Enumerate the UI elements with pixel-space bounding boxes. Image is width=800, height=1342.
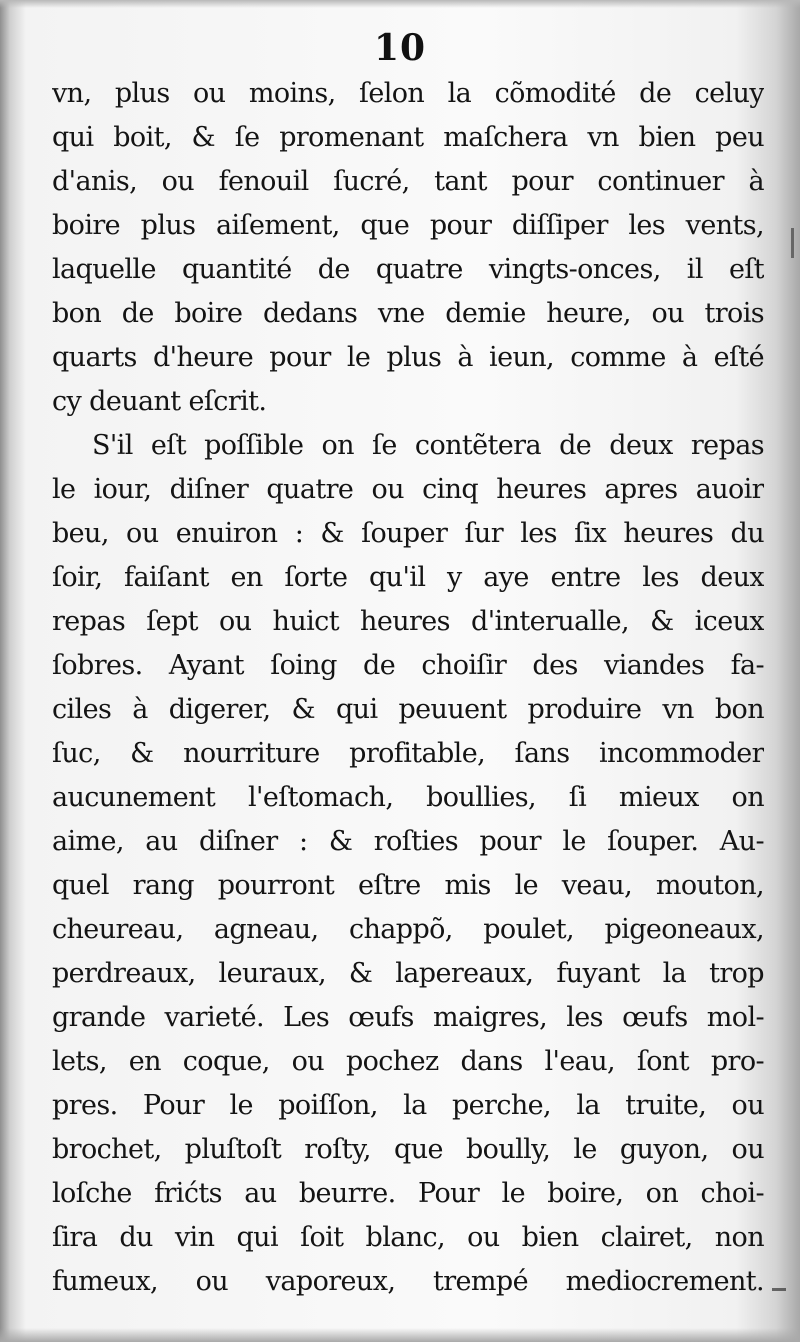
body-text bbox=[52, 72, 764, 1304]
text-line: qui boit, & ſe promenant maſchera vn bien peu bbox=[52, 122, 764, 153]
text-line: beu, ou enuiron : & ſouper ſur les ſix heures du bbox=[52, 518, 764, 549]
paragraph-2 bbox=[52, 424, 764, 1304]
text-line: ſira du vin qui ſoit blanc, ou bien clairet, non bbox=[52, 1222, 764, 1253]
text-line: repas ſept ou huict heures d'interualle, & iceux bbox=[52, 606, 764, 637]
text-line: vn, plus ou moins, ſelon la cõmodité de celuy bbox=[52, 78, 764, 109]
text-line: quel rang pourront eſtre mis le veau, mouton, bbox=[52, 870, 764, 901]
margin-mark bbox=[791, 228, 794, 258]
text-line: lets, en coque, ou pochez dans l'eau, ſont pro- bbox=[52, 1046, 764, 1077]
text-line: laquelle quantité de quatre vingts-onces, il eſt bbox=[52, 254, 764, 285]
text-line: cy deuant eſcrit. bbox=[52, 386, 267, 417]
text-line: grande varieté. Les œufs maigres, les œufs mol- bbox=[52, 1002, 764, 1033]
text-line: bon de boire dedans vne demie heure, ou trois bbox=[52, 298, 764, 329]
text-line: ſobres. Ayant ſoing de choiſir des viandes fa- bbox=[52, 650, 764, 681]
text-line: loſche frićts au beurre. Pour le boire, on choi- bbox=[52, 1178, 764, 1209]
text-line: S'il eſt poſſible on ſe contẽtera de deux repas bbox=[92, 430, 764, 461]
text-line: d'anis, ou fenouil ſucré, tant pour continuer à bbox=[52, 166, 764, 197]
page-number: 10 bbox=[373, 27, 427, 69]
text-line: aime, au diſner : & roſties pour le ſouper. Au- bbox=[52, 826, 764, 857]
text-line: pres. Pour le poiſſon, la perche, la truite, ou bbox=[52, 1090, 764, 1121]
text-line: aucunement l'eſtomach, boullies, ſi mieux on bbox=[52, 782, 764, 813]
text-line: le iour, diſner quatre ou cinq heures apres auoir bbox=[52, 474, 764, 505]
text-line: fumeux, ou vaporeux, trempé mediocrement. bbox=[52, 1266, 764, 1297]
text-line: cheureau, agneau, chappõ, poulet, pigeoneaux, bbox=[52, 914, 764, 945]
text-line: quarts d'heure pour le plus à ieun, comme à eſté bbox=[52, 342, 764, 373]
margin-mark bbox=[772, 1288, 786, 1291]
text-line: ciles à digerer, & qui peuuent produire vn bon bbox=[52, 694, 764, 725]
page-top-shadow bbox=[0, 0, 800, 8]
text-line: boire plus aiſement, que pour diſſiper les vents, bbox=[52, 210, 764, 241]
text-line: brochet, pluſtoſt roſty, que boully, le guyon, ou bbox=[52, 1134, 764, 1165]
text-line: ſuc, & nourriture profitable, ſans incommoder bbox=[52, 738, 764, 769]
paragraph-1 bbox=[52, 72, 764, 424]
text-line: ſoir, faiſant en ſorte qu'il y aye entre les deux bbox=[52, 562, 764, 593]
text-line: perdreaux, leuraux, & lapereaux, fuyant la trop bbox=[52, 958, 764, 989]
page-bottom-shadow bbox=[0, 1328, 800, 1342]
